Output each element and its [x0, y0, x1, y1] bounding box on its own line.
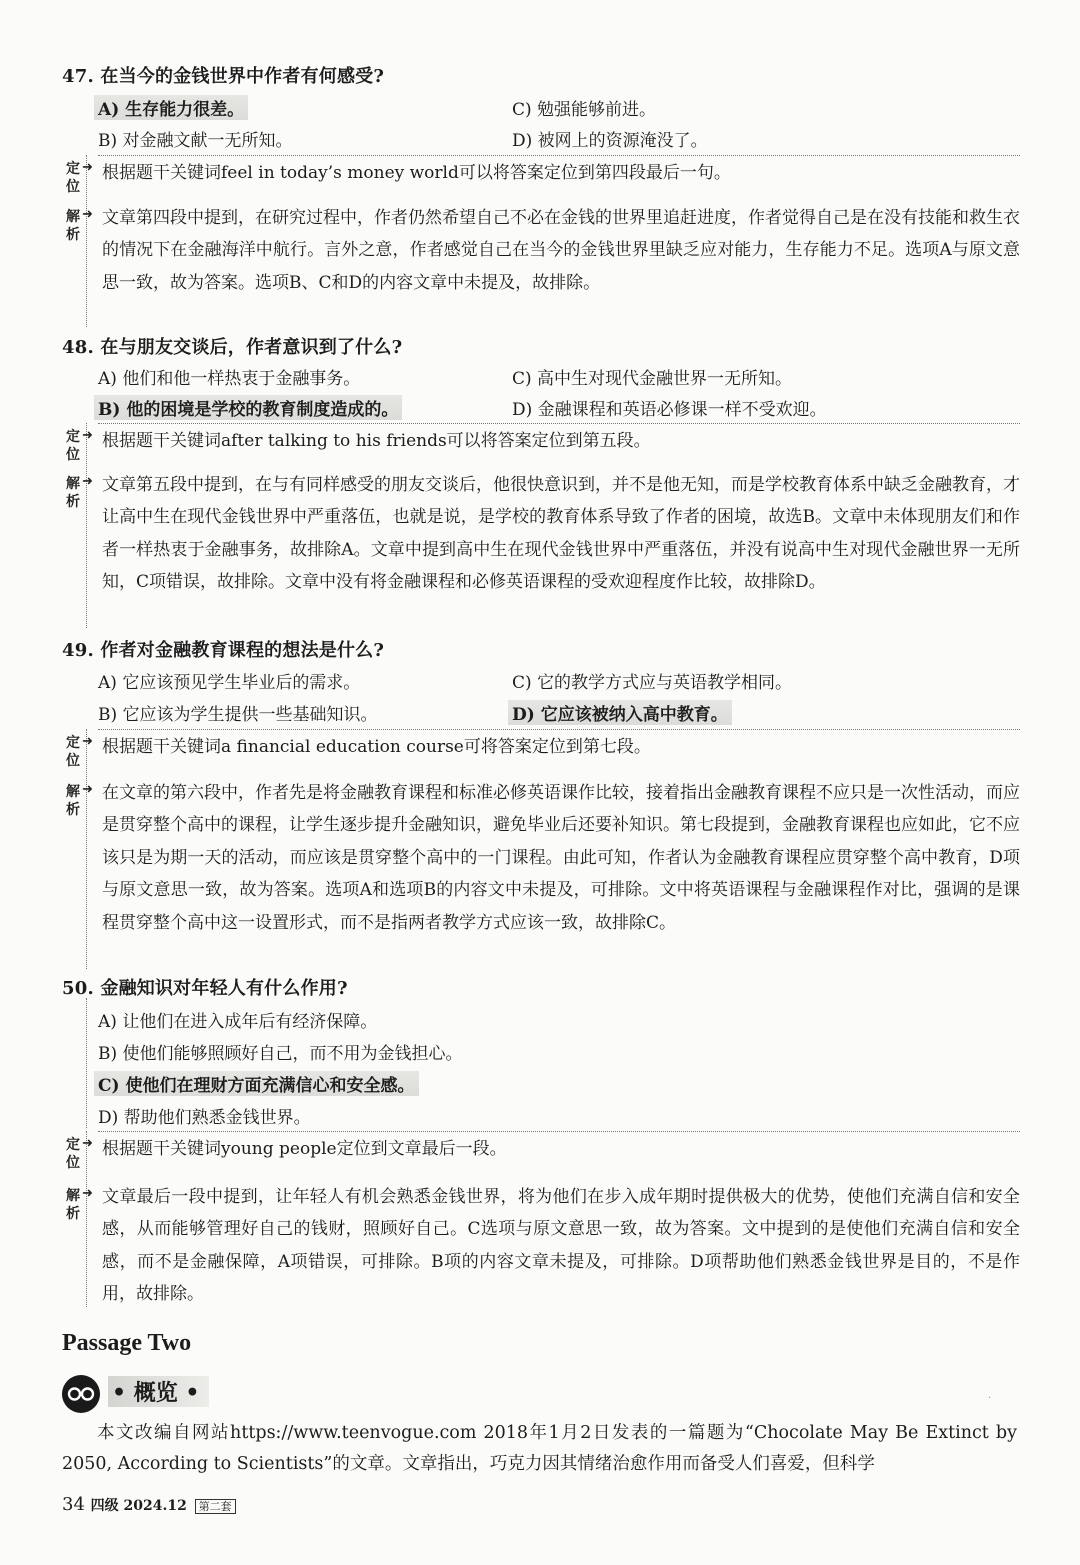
q50-option-d: D) 帮助他们熟悉金钱世界。 — [98, 1108, 311, 1128]
q49-option-c: C) 它的教学方式应与英语教学相同。 — [512, 673, 793, 693]
q47-divider — [98, 155, 1020, 156]
q47-locate-tag: 定位 — [66, 161, 80, 195]
q49-locate-tag: 定位 — [66, 735, 80, 769]
q47-locate-text: 根据题干关键词feel in today’s money world可以将答案定位到第四段最后一句。 — [102, 163, 731, 183]
q50-dotted-rule — [86, 1131, 87, 1307]
q49-option-a: A) 它应该预见学生毕业后的需求。 — [98, 673, 361, 693]
page-footer — [62, 1494, 236, 1515]
q50-options-rule — [86, 998, 87, 1128]
q49-option-d: D) 它应该被纳入高中教育。 — [508, 700, 732, 725]
q47-analysis-text: 文章第四段中提到，在研究过程中，作者仍然希望自己不必在金钱的世界里追赶进度，作者觉得自己是在没有技能和救生衣的情况下在金融海洋中航行。言外之意，作者感觉自己在当今的金钱世界里缺乏应对能力，生存能力不足。选项A与原文意思一致，故为答案。选项B、C和D的内容文章中未提及，故排除。 — [102, 208, 1020, 293]
q49-analysis-tag: 解析 — [66, 784, 80, 818]
question-50-title: 50. 金融知识对年轻人有什么作用? — [62, 978, 348, 999]
q47-analysis-tag: 解析 — [66, 209, 80, 243]
q50-divider — [98, 1131, 1020, 1132]
q48-dotted-rule — [86, 423, 87, 628]
page-speck: · — [988, 1393, 992, 1404]
q48-option-c: C) 高中生对现代金融世界一无所知。 — [512, 369, 793, 389]
q50-option-b: B) 使他们能够照顾好自己，而不用为金钱担心。 — [98, 1044, 463, 1064]
q47-option-d: D) 被网上的资源淹没了。 — [512, 131, 708, 151]
q49-divider — [98, 729, 1020, 730]
issue-label: 四级 2024.12 — [90, 1498, 187, 1514]
arrow-icon: ➜ — [82, 782, 93, 797]
q49-dotted-rule — [86, 729, 87, 969]
overview-heading: • 概览 • — [108, 1376, 209, 1407]
q49-locate-text: 根据题干关键词a financial education course可将答案定位到第七段。 — [102, 737, 651, 757]
arrow-icon: ➜ — [82, 1186, 93, 1201]
arrow-icon: ➜ — [82, 474, 93, 489]
glasses-icon — [62, 1375, 100, 1413]
q48-option-a: A) 他们和他一样热衷于金融事务。 — [98, 369, 361, 389]
q48-locate-tag: 定位 — [66, 429, 80, 463]
q50-locate-tag: 定位 — [66, 1137, 80, 1171]
arrow-icon: ➜ — [82, 160, 93, 175]
q50-option-a: A) 让他们在进入成年后有经济保障。 — [98, 1012, 378, 1032]
arrow-icon: ➜ — [82, 1136, 93, 1151]
q50-analysis-tag: 解析 — [66, 1188, 80, 1222]
q48-option-d: D) 金融课程和英语必修课一样不受欢迎。 — [512, 400, 827, 420]
q49-option-b: B) 它应该为学生提供一些基础知识。 — [98, 705, 378, 725]
q47-option-b: B) 对金融文献一无所知。 — [98, 131, 293, 151]
q48-option-b: B) 他的困境是学校的教育制度造成的。 — [94, 395, 402, 420]
q48-analysis-tag: 解析 — [66, 476, 80, 510]
q47-option-a: A) 生存能力很差。 — [94, 95, 248, 120]
q49-analysis-text: 在文章的第六段中，作者先是将金融教育课程和标准必修英语课作比较，接着指出金融教育课程不应只是一次性活动，而应是贯穿整个高中的课程，让学生逐步提升金融知识，避免毕业后还要补知识。第七段提到，金融教育课程也应如此，它不应该只是为期一天的活动，而应该是贯穿整个高中的一门课程。由此可知，作者认为金融教育课程应贯穿整个高中教育，D项与原文意思一致，故为答案。选项A和选项B的内容文中未提及，可排除。文中将英语课程与金融课程作对比，强调的是课程贯穿整个高中这一设置形式，而不是指两者教学方式应该一致，故排除C。 — [102, 783, 1020, 933]
q48-analysis-text: 文章第五段中提到，在与有同样感受的朋友交谈后，他很快意识到，并不是他无知，而是学校教育体系中缺乏金融教育，才让高中生在现代金钱世界中严重落伍，也就是说，是学校的教育体系导致了作者的困境，故选B。文章中未体现朋友们和作者一样热衷于金融事务，故排除A。文章中提到高中生在现代金钱世界中严重落伍，并没有说高中生对现代金融世界一无所知，C项错误，故排除。文章中没有将金融课程和必修英语课程的受欢迎程度作比较，故排除D。 — [102, 475, 1020, 593]
q50-locate-text: 根据题干关键词young people定位到文章最后一段。 — [102, 1139, 507, 1159]
q50-analysis-text: 文章最后一段中提到，让年轻人有机会熟悉金钱世界，将为他们在步入成年期时提供极大的优势，使他们充满自信和安全感，从而能够管理好自己的钱财，照顾好自己。C选项与原文意思一致，故为答案。文中提到的是使他们充满自信和安全感，而不是金融保障，A项错误，可排除。B项的内容文章未提及，可排除。D项帮助他们熟悉金钱世界是目的，不是作用，故排除。 — [102, 1187, 1020, 1305]
passage-title: Passage Two — [62, 1330, 192, 1356]
arrow-icon: ➜ — [82, 734, 93, 749]
q47-dotted-rule — [86, 155, 87, 327]
volume-label: 第二套 — [195, 1499, 236, 1514]
page-number: 34 — [62, 1494, 85, 1515]
overview-paragraph: 本文改编自网站https://www.teenvogue.com 2018年1月2日发表的一篇题为“Chocolate May Be Extinct by 2050, According to Scientists”的文章。文章指出，巧克力因其情绪治愈作用而备受人们喜爱，但科学 — [62, 1423, 1017, 1474]
q48-locate-text: 根据题干关键词after talking to his friends可以将答案定位到第五段。 — [102, 431, 651, 451]
arrow-icon: ➜ — [82, 428, 93, 443]
q48-divider — [98, 423, 1020, 424]
q50-option-c: C) 使他们在理财方面充满信心和安全感。 — [94, 1071, 419, 1096]
question-49-title: 49. 作者对金融教育课程的想法是什么? — [62, 640, 385, 661]
arrow-icon: ➜ — [82, 207, 93, 222]
question-48-title: 48. 在与朋友交谈后，作者意识到了什么? — [62, 337, 403, 358]
question-47-title: 47. 在当今的金钱世界中作者有何感受? — [62, 66, 385, 87]
q47-option-c: C) 勉强能够前进。 — [512, 100, 657, 120]
